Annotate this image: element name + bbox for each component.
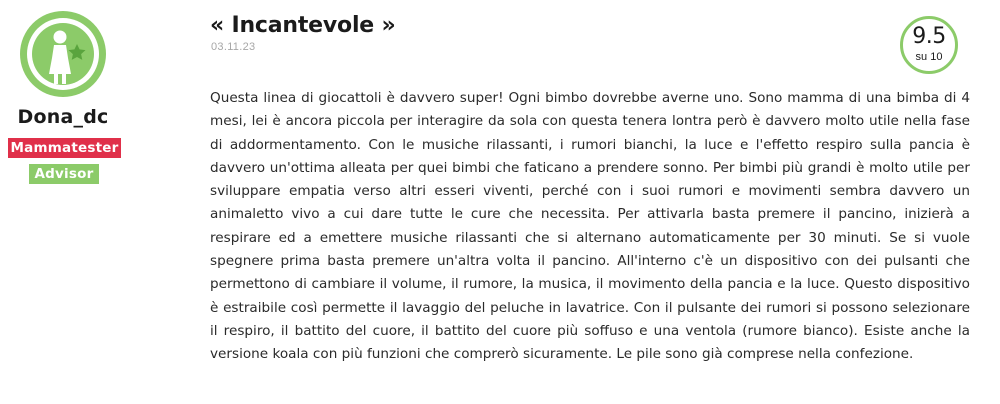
review-score-scale: su 10: [915, 51, 943, 63]
reviewer-username[interactable]: Dona_dc: [17, 106, 109, 128]
reviewer-avatar[interactable]: [19, 10, 107, 98]
review-score-badge: [900, 16, 958, 74]
review-title: « Incantevole »: [210, 13, 396, 38]
review-body-text: Questa linea di giocattoli è davvero super! Ogni bimbo dovrebbe averne uno. Sono mamma di una bimba di 4 mesi, lei è ancora piccola per interagire da sola con questa tenera lontra però è davvero molto utile nella fase di addormentamento. Con le musiche rilassanti, i rumori bianchi, la luce e l'effetto respiro sulla pancia è davvero un'ottima alleata per quei bimbi che faticano a prendere sonno. Per bimbi più grandi è molto utile per sviluppare empatia verso altri esseri viventi, perché con i suoi rumori e movimenti sembra davvero un animaletto vivo a cui dare tutte le cure che necessita. Per attivarla basta premere il pancino, inizierà a respirare ed a emettere musiche rilassanti che si alternano automaticamente per 30 minuti. Se si vuole spegnere prima basta premere un'altra volta il pancino. All'interno c'è un dispositivo con dei pulsanti che permettono di cambiare il volume, il rumore, la musica, il movimento della pancia e la luce. Questo dispositivo è estraibile così permette il lavaggio del peluche in lavatrice. Con il pulsante dei rumori si possono selezionare il respiro, il battito del cuore, il battito del cuore più soffuso e una ventola (rumore bianco). Esiste anche la versione koala con più funzioni che comprerò sicuramente. Le pile sono già comprese nella confezione.: [210, 90, 970, 363]
reviewer-profile: [0, 0, 160, 404]
woman-star-avatar-icon: [19, 10, 107, 98]
mammatester-badge: Mammatester: [8, 138, 121, 158]
advisor-badge: Advisor: [29, 164, 99, 184]
review-score-value: 9.5: [912, 24, 946, 49]
review-date: 03.11.23: [211, 41, 256, 53]
